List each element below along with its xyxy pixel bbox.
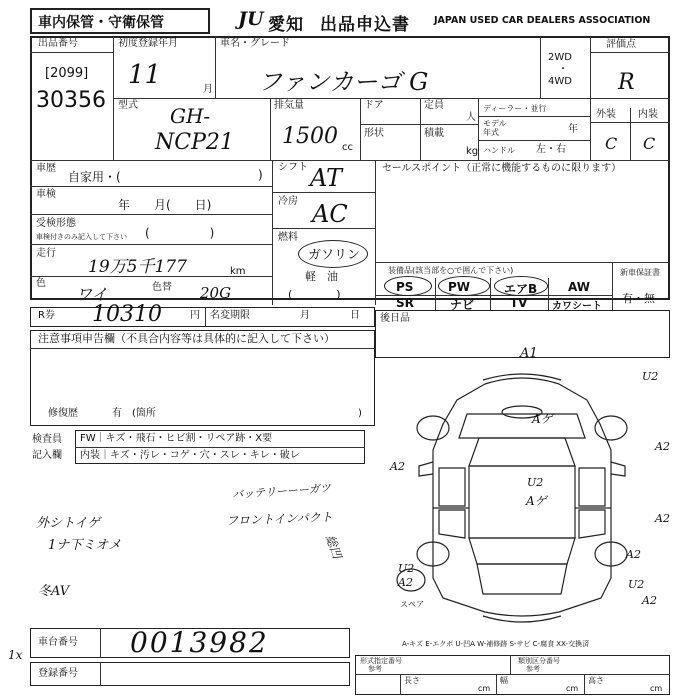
mark-a2-right: A2 (655, 440, 670, 453)
first-reg-month-unit: 月 (203, 84, 213, 95)
note-battery: バッテリーーーガツ (231, 481, 332, 502)
repair-close: ) (358, 408, 362, 419)
rken-row (30, 307, 375, 327)
length-label: 長さ (404, 676, 420, 685)
spec-box (355, 655, 670, 695)
doors-label: ドア (364, 100, 384, 111)
shift-value: AT (310, 164, 343, 192)
equip-sr: SR (396, 296, 414, 310)
repair-label: 修復歴 (48, 408, 78, 419)
load-label: 積載 (424, 128, 444, 139)
shaken-fields: 年 月( 日) (118, 198, 212, 212)
displacement-value: 1500 (282, 124, 338, 149)
mark-a2-right-mid: A2 (655, 512, 670, 525)
first-reg-month-value: 11 (128, 60, 162, 90)
color-change-label: 色替 (152, 282, 172, 293)
equip-navi: ナビ (450, 298, 475, 312)
mark-dent-center: Aゲ (526, 494, 547, 508)
ju-logo: JU (238, 8, 264, 30)
history-value: 自家用・( (68, 170, 121, 184)
note-interior-line: 1ナ下ミオメ (48, 538, 122, 553)
rken-unit: 円 (190, 310, 200, 321)
width-label: 幅 (500, 676, 508, 685)
dealer-label: ディーラー・並行 (483, 104, 547, 113)
receipt-label: 受検形態 (36, 218, 76, 229)
color-label: 色 (36, 278, 46, 289)
note-front: フロントインパクト (225, 510, 333, 528)
color-code: 20G (200, 284, 232, 302)
notes-label: 注意事項申告欄（不具合内容等は具体的に記入して下さい） (38, 332, 335, 345)
equip-leather: カワシート (552, 301, 602, 312)
mark-a2-right-bottom: A2 (626, 548, 641, 561)
model-year-label: モデル 年式 (483, 119, 507, 137)
mark-a1: A1 (520, 346, 538, 361)
equip-tv: TV (510, 296, 528, 310)
name-change-label: 名変期限 (210, 310, 250, 321)
model-label: 型式 (118, 100, 138, 111)
repair-paren: (箇所 (132, 408, 156, 419)
color-value: ワイ (76, 285, 108, 304)
displacement-label: 排気量 (274, 100, 304, 111)
type-label-1: 形式指定番号 (360, 657, 402, 665)
inspector-label-2: 記入欄 (32, 450, 62, 461)
type-label-2: 参考 (368, 665, 382, 673)
fuel-label: 燃料 (278, 232, 298, 243)
warranty-value: 有・無 (622, 292, 655, 305)
mileage-value: 19万5千177 (88, 257, 187, 277)
mileage-unit: km (230, 266, 246, 277)
class-label-2: 参考 (526, 665, 540, 673)
warranty-label: 新車保証書 (620, 268, 660, 277)
lot-label: 出品番号 (38, 38, 78, 49)
inspector-int-row: 内装｜キズ・汚レ・コゲ・穴・スレ・キレ・破レ (80, 450, 300, 461)
mark-a2-left: A2 (390, 460, 405, 473)
inspector-fw-row: FW｜キズ・飛石・ヒビ割・リペア跡・X要 (80, 433, 273, 444)
drive-2wd: 2WD (548, 52, 572, 63)
equipment-label: 装備品(該当部を○で囲んで下さい) (388, 266, 514, 275)
receipt-note: 車検付きのみ記入して下さい (36, 233, 127, 241)
load-unit: kg (466, 146, 479, 157)
lot-bracket-number: [2099] (45, 66, 89, 81)
repair-value: 有 (112, 408, 122, 419)
note-small: 総凹 (322, 532, 345, 561)
shift-label: シフト (278, 162, 308, 173)
ac-value: AC (312, 200, 348, 228)
form-title: 出品申込書 (320, 15, 410, 35)
height-unit: cm (650, 684, 663, 693)
mark-u2-right-low: U2 (628, 578, 645, 591)
association-en: JAPAN USED CAR DEALERS ASSOCIATION (434, 15, 651, 26)
model-value-line1: GH- (170, 104, 211, 128)
equip-ps: PS (396, 280, 414, 294)
chassis-value: 0013982 (130, 626, 269, 659)
spare-label: スペア (400, 600, 424, 609)
name-change-month: 月 (300, 310, 310, 321)
year-unit: 年 (568, 124, 578, 135)
capacity-unit: 人 (466, 112, 476, 123)
damage-legend: A-キズ E-エクボ U-凹A W-補修跡 S-サビ C-腐食 XX-交換済 (402, 640, 590, 648)
lot-number: 30356 (36, 88, 106, 113)
displacement-unit: cc (342, 142, 353, 153)
car-damage-diagram (375, 358, 670, 628)
handle-options: 左・右 (536, 144, 566, 155)
ac-label: 冷房 (278, 196, 298, 207)
model-value-line2: NCP21 (155, 130, 234, 155)
int-label: 内装 (638, 109, 658, 120)
ext-label: 外装 (596, 109, 616, 120)
drive-dot: ・ (558, 64, 568, 75)
mark-u2-left: U2 (398, 562, 415, 575)
name-change-day: 日 (350, 310, 360, 321)
fuel-value: ガソリン (308, 248, 361, 263)
history-label: 車歴 (36, 163, 56, 174)
equip-circle-ps (384, 276, 432, 296)
fuel-opt2: 軽 油 (305, 270, 338, 283)
name-label: 車名・グレード (220, 38, 290, 49)
shaken-label: 車検 (36, 189, 56, 200)
rken-value: 10310 (92, 302, 162, 327)
height-label: 高さ (588, 676, 604, 685)
mark-u2-center: U2 (527, 476, 544, 489)
inspector-label-1: 検査員 (32, 434, 62, 445)
registration-box (30, 662, 350, 686)
mark-u2-top: U2 (642, 370, 659, 383)
chassis-label: 車台番号 (38, 637, 78, 648)
rating-value: R (618, 70, 635, 95)
after-date-label: 後日品 (380, 313, 410, 324)
drive-4wd: 4WD (548, 76, 572, 87)
length-unit: cm (478, 684, 491, 693)
mark-dent-top: Aゲ (532, 412, 553, 426)
int-value: C (643, 134, 656, 153)
rating-label: 評価点 (606, 39, 636, 50)
mileage-label: 走行 (36, 248, 56, 259)
width-unit: cm (566, 684, 579, 693)
sales-point-label: セールスポイント（正常に機能するものに限ります） (382, 163, 622, 174)
fuel-parens: ( ) (288, 288, 341, 301)
car-name-value: ファンカーゴ G (258, 68, 429, 96)
registration-label: 登録番号 (38, 668, 78, 679)
note-av: 冬AV (38, 584, 70, 599)
mark-a2-right-low: A2 (642, 594, 657, 607)
equip-circle-pw (438, 276, 490, 296)
equip-airbag: エアB (504, 282, 538, 296)
note-body-line: 外シトイゲ (36, 516, 101, 531)
equip-aw: AW (568, 280, 590, 294)
class-label-1: 類別区分番号 (518, 657, 560, 665)
association-short: 愛知 (268, 15, 304, 35)
history-close: ) (258, 168, 263, 182)
equip-circle-airbag (494, 276, 548, 296)
ext-value: C (605, 134, 618, 153)
note-1x: 1x (8, 648, 23, 662)
rken-label: R券 (38, 310, 55, 321)
first-reg-label: 初度登録年月 (118, 38, 178, 49)
receipt-parens: ( ) (145, 226, 215, 240)
handle-label: ハンドル (483, 146, 515, 155)
equip-pw: PW (448, 280, 471, 294)
storage-label: 車内保管・守衛保管 (38, 15, 164, 31)
mark-a2-left-low: A2 (398, 576, 413, 589)
shape-label: 形状 (364, 128, 384, 139)
capacity-label: 定員 (424, 100, 444, 111)
